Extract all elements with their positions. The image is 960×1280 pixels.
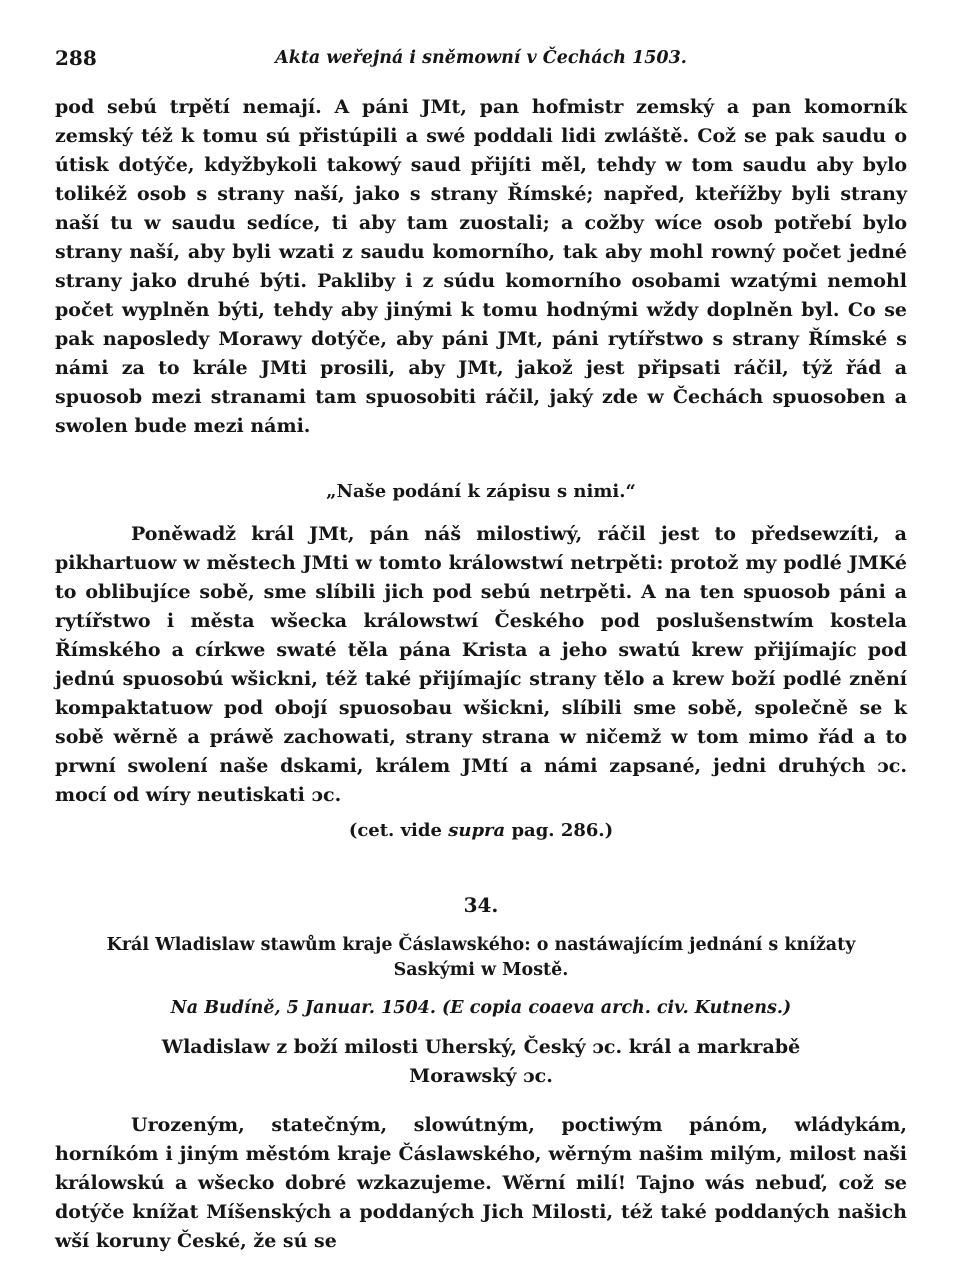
document-number: 34. bbox=[463, 893, 499, 917]
cross-reference-prefix: (cet. vide bbox=[348, 820, 442, 841]
page-number: 288 bbox=[55, 46, 97, 70]
cross-reference bbox=[55, 820, 907, 841]
document-summary: Král Wladislaw stawům kraje Čáslawského: o nastáwajícím jednání s knížaty Saskými w Mostě. bbox=[106, 935, 856, 980]
page-header bbox=[55, 40, 907, 80]
document-opening-paragraph: Urozeným, statečným, slowútným, poctiwým pánóm, wládykám, horníkóm i jiným městóm kraje Čáslawského, wěrným našim milým, milost naši králowskú a wšecko dobré wzkazujeme. Wěrní milí! Tajno wás nebuď, což se dotýče knížat Míšenských a poddaných Jich Milosti, též také poddaných našich wší koruny České, že sú se bbox=[55, 1114, 907, 1252]
cross-reference-italic: supra bbox=[448, 820, 506, 841]
cross-reference-suffix: pag. 286.) bbox=[511, 820, 614, 841]
section-paragraph: Poněwadž král JMt, pán náš milostiwý, ráčil jest to předsewzíti, a pikhartuow w městech JMti w tomto králowstwí netrpěti: protož my podlé JMKé to oblibujíce sobě, sme slíbili jich pod sebú netrpěti. A na ten spuosob páni a rytířstwo i města wšecka králowstwí Českého pod poslušenstwím kostela Římského a církwe swaté těla pána Krista a jeho swatú krew přijímajíc pod jednú spuosobú wšickni, též také přijímajíc strany tělo a krew boží podlé znění kompaktatuow pod obojí spuosobau wšickni, slíbili sme sobě, společně se k sobě wěrně a práwě zachowati, strany strana w ničemž w tom mimo řád a to prwní swolení naše dskami, králem JMtí a námi zapsané, jedni druhých ɔc. mocí od wíry neutiskati ɔc. bbox=[55, 523, 907, 806]
document-date-source: Na Budíně, 5 Januar. 1504. (E copia coaeva arch. civ. Kutnens.) bbox=[170, 998, 792, 1018]
document-intitulatio: Wladislaw z boží milosti Uherský, Český ɔc. král a markrabě Morawský ɔc. bbox=[161, 1036, 801, 1087]
continued-paragraph: pod sebú trpětí nemají. A páni JMt, pan hofmistr zemský a pan komorník zemský též k tomu sú přistúpili a swé poddali lidi zwláště. Což se pak saudu o útisk dotýče, kdyžbykoli takowý saud přijíti měl, tehdy w tom saudu aby bylo tolikéž osob s strany naší, jako s strany Římské; napřed, kteřížby byli strany naší tu w saudu sedíce, ti aby tam zuostali; a cožby wíce osob potřebí bylo strany naší, aby byli wzati z saudu komorního, tak aby mohl rowný počet jedné strany jako druhé býti. Pakliby i z súdu komorního osobami wzatými nemohl počet wyplněn býti, tehdy aby jinými k tomu hodnými wždy doplněn byl. Co se pak naposledy Morawy dotýče, aby páni JMt, páni rytířstwo s strany Římské s námi za to krále JMti prosili, aby JMt, jakož jest připsati ráčil, týž řád a spuosob mezi stranami tam spuosobiti ráčil, jaký zde w Čechách spuosoben a swolen bude mezi námi. bbox=[55, 96, 907, 437]
book-page bbox=[55, 40, 907, 1256]
running-title: Akta weřejná i sněmowní v Čechách 1503. bbox=[275, 48, 687, 68]
section-title: „Naše podání k zápisu s nimi.“ bbox=[326, 481, 636, 502]
